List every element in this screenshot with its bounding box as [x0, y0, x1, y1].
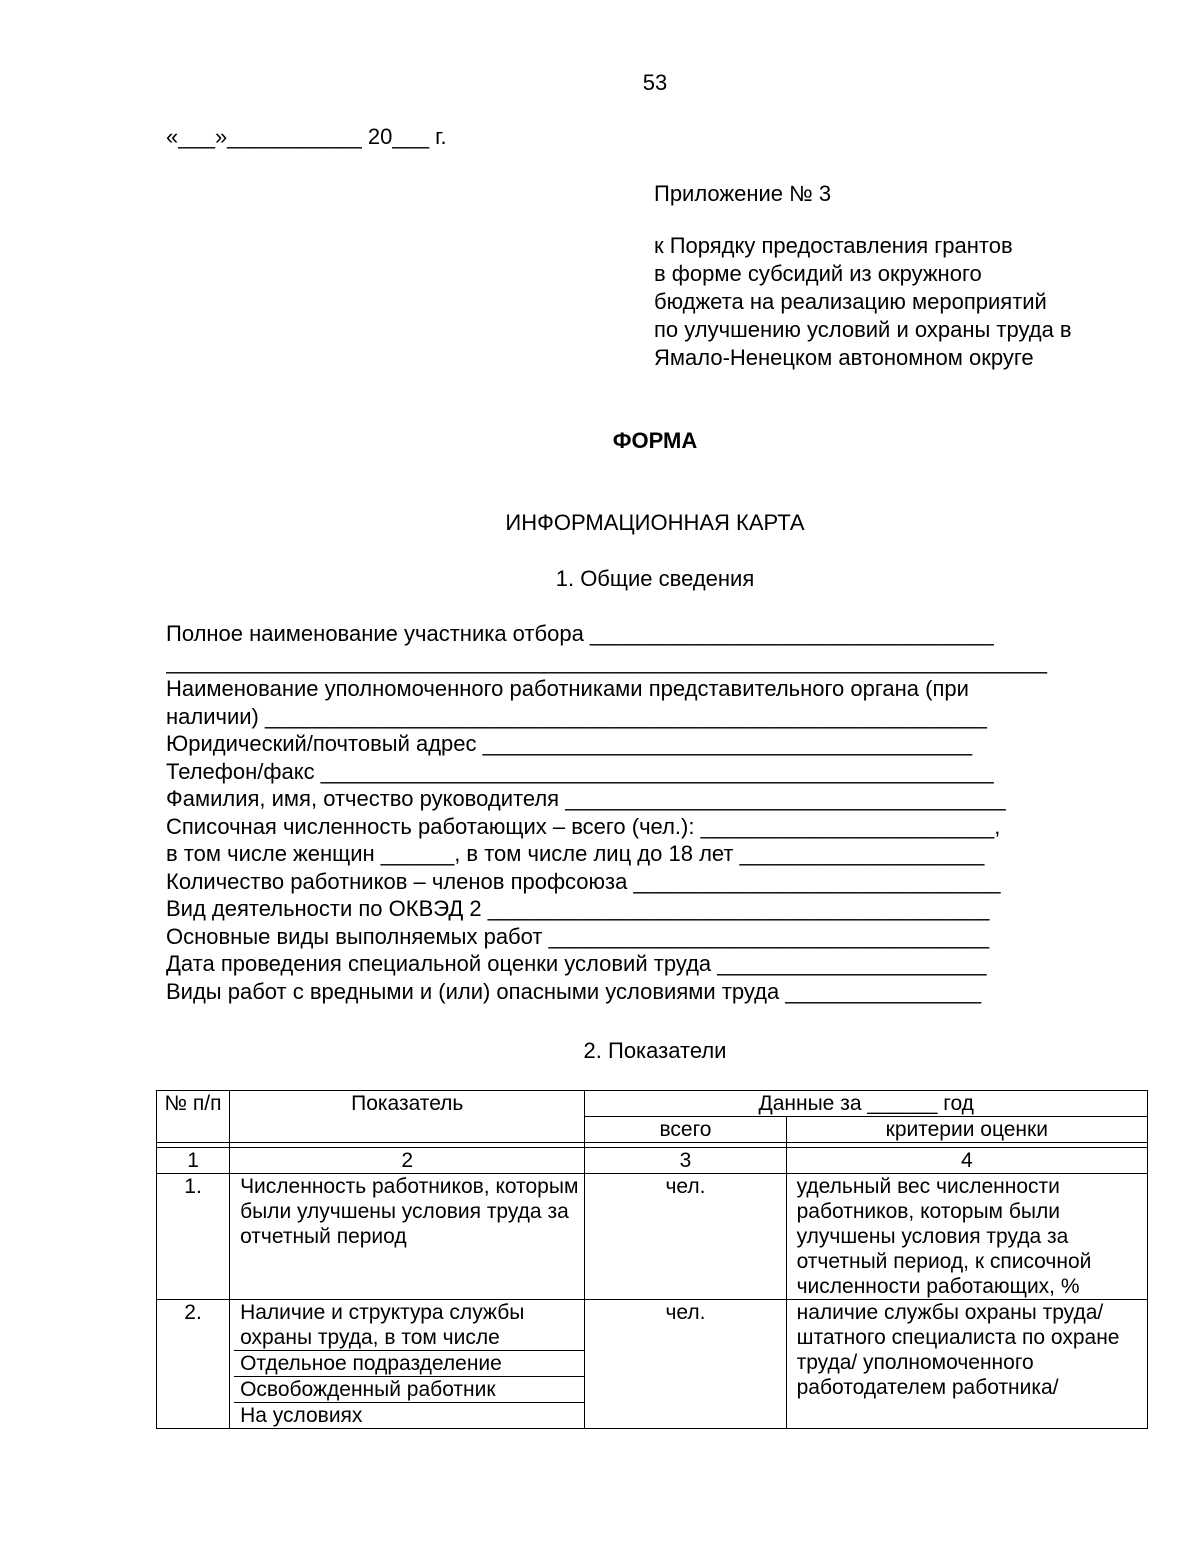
row-criteria: наличие службы охраны труда/ штатного специалиста по охране труда/ уполномоченного работодателем работника/: [786, 1300, 1147, 1429]
indicators-table: [156, 1090, 1148, 1429]
header-num: № п/п: [157, 1091, 230, 1143]
appendix-line: бюджета на реализацию мероприятий: [654, 289, 1047, 314]
table-header-row: [157, 1091, 1148, 1117]
colnum-cell: 1: [157, 1148, 230, 1174]
general-info-fields: [166, 620, 1138, 1005]
row-sub-item: Освобожденный работник: [234, 1376, 584, 1402]
header-data-for: Данные за ______ год: [585, 1091, 1148, 1117]
page-number: 53: [642, 70, 668, 95]
field-full-name-continued[interactable]: ________________________________________________________________________: [166, 648, 1047, 674]
row-total: чел.: [585, 1300, 786, 1429]
appendix-line: к Порядку предоставления грантов: [654, 233, 1013, 258]
row-num: 1.: [157, 1174, 230, 1300]
field-address[interactable]: Юридический/почтовый адрес ________________________________________: [166, 731, 973, 756]
field-phone-fax[interactable]: Телефон/факс _______________________________________________________: [166, 758, 994, 784]
appendix-line: по улучшению условий и охраны труда в: [654, 317, 1072, 342]
field-women-minors[interactable]: в том числе женщин ______, в том числе лиц до 18 лет ____________________: [166, 841, 985, 866]
row-indicator: Численность работников, которым были улучшены условия труда за отчетный период: [230, 1174, 585, 1300]
row-sub-item: На условиях: [234, 1402, 584, 1428]
colnum-cell: 2: [230, 1148, 585, 1174]
colnum-cell: 4: [786, 1148, 1147, 1174]
table-row: [157, 1300, 1148, 1429]
header-total: всего: [585, 1117, 786, 1143]
date-line: «___»___________ 20___ г.: [166, 124, 447, 149]
row-sub-item: Отдельное подразделение: [234, 1350, 584, 1376]
row-indicator-main: Наличие и структура службы охраны труда, в том числе: [240, 1301, 525, 1349]
field-headcount[interactable]: Списочная численность работающих – всего (чел.): ________________________,: [166, 813, 1001, 839]
section2-title: 2. Показатели: [583, 1038, 727, 1063]
field-main-works[interactable]: Основные виды выполняемых работ ____________________________________: [166, 923, 990, 949]
card-title: ИНФОРМАЦИОННАЯ КАРТА: [505, 510, 805, 535]
field-representative-body-value[interactable]: наличии) ___________________________________________________________: [166, 703, 987, 729]
field-okved[interactable]: Вид деятельности по ОКВЭД 2 _________________________________________: [166, 896, 990, 921]
row-num: 2.: [157, 1300, 230, 1429]
field-assessment-date[interactable]: Дата проведения специальной оценки условий труда ______________________: [166, 951, 987, 976]
section1-title: 1. Общие сведения: [555, 566, 755, 591]
header-indicator: Показатель: [230, 1091, 585, 1143]
appendix-title: Приложение № 3: [654, 181, 832, 206]
field-union-members[interactable]: Количество работников – членов профсоюза ______________________________: [166, 868, 1001, 894]
field-hazardous-works[interactable]: Виды работ с вредными и (или) опасными условиями труда ________________: [166, 978, 982, 1004]
row-total: чел.: [585, 1174, 786, 1300]
field-full-name[interactable]: Полное наименование участника отбора _________________________________: [166, 621, 994, 646]
row-indicator: [230, 1300, 585, 1429]
appendix-reference: [654, 232, 1072, 372]
colnum-cell: 3: [585, 1148, 786, 1174]
table-colnum-row: [157, 1148, 1148, 1174]
header-criteria: критерии оценки: [786, 1117, 1147, 1143]
field-director-name[interactable]: Фамилия, имя, отчество руководителя ____________________________________: [166, 786, 1006, 811]
table-row: [157, 1174, 1148, 1300]
form-label: ФОРМА: [612, 428, 698, 453]
appendix-line: в форме субсидий из окружного: [654, 261, 982, 286]
field-representative-body: Наименование уполномоченного работниками представительного органа (при: [166, 676, 969, 701]
appendix-line: Ямало-Ненецком автономном округе: [654, 345, 1034, 370]
row-criteria: удельный вес численности работников, которым были улучшены условия труда за отчетный период, к списочной численности работающих, %: [786, 1174, 1147, 1300]
